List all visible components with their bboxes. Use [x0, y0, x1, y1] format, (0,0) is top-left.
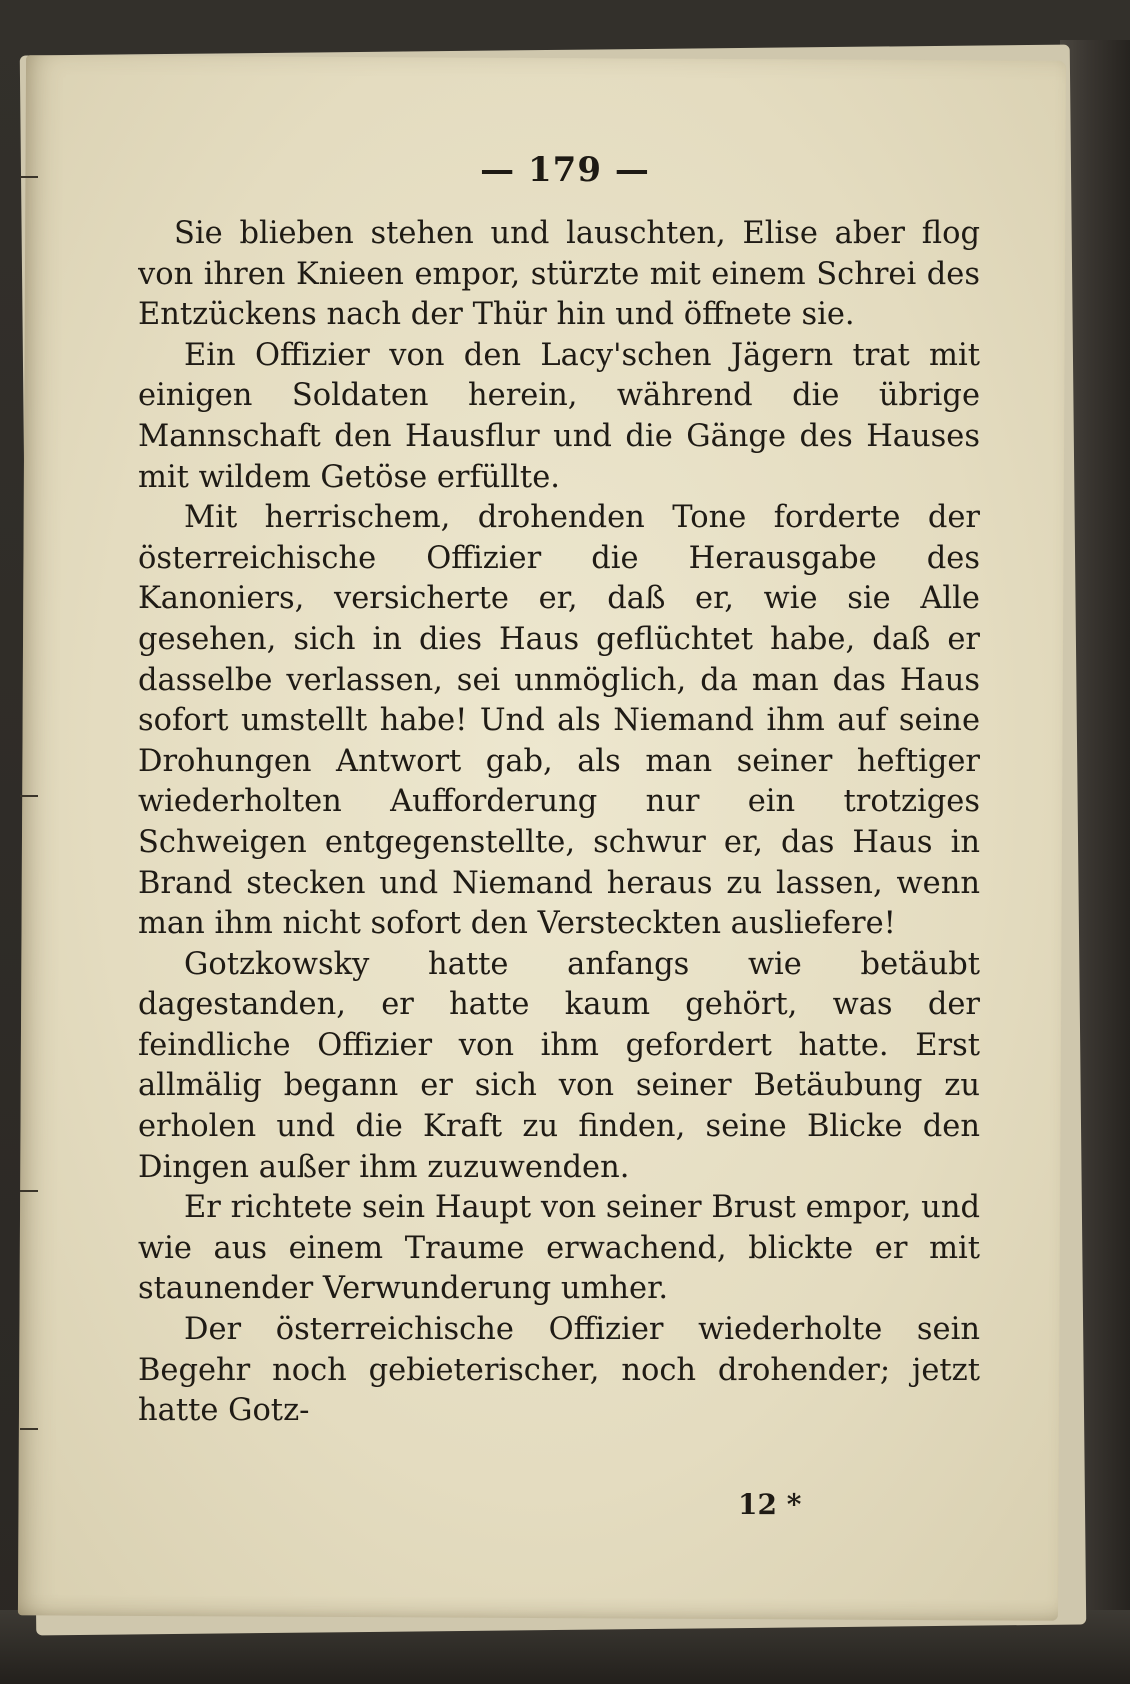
paragraph: Sie blieben stehen und lauschten, Elise aber flog von ihren Knieen empor, stürzte mit einem Schrei des Entzückens nach der Thür hin und öffnete sie.: [138, 216, 980, 333]
paragraph: Gotzkowsky hatte anfangs wie betäubt dagestanden, er hatte kaum gehört, was der feindliche Offizier von ihm gefordert hatte. Erst allmälig begann er sich von seiner Betäubung zu erholen und die Kraft zu finden, seine Blicke den Dingen außer ihm zuzuwenden.: [138, 946, 980, 1185]
paragraph: Er richtete sein Haupt von seiner Brust empor, und wie aus einem Traume erwachend, blickte er mit staunender Verwunderung umher.: [138, 1190, 980, 1307]
paragraph: Der österreichische Offizier wiederholte sein Begehr noch gebieterischer, noch drohender; jetzt hatte Gotz-: [138, 1312, 980, 1429]
body-text: [138, 214, 980, 1504]
gutter-mark: [20, 1428, 38, 1430]
gutter-mark: [20, 1190, 38, 1192]
page-number: — 179 —: [480, 150, 650, 190]
paragraph: Ein Offizier von den Lacy'schen Jägern trat mit einigen Soldaten herein, während die übrige Mannschaft den Hausflur und die Gänge des Hauses mit wildem Getöse erfüllte.: [138, 337, 980, 495]
signature-mark: 12 *: [738, 1488, 802, 1521]
gutter-mark: [20, 795, 38, 797]
paragraph: Mit herrischem, drohenden Tone forderte der österreichische Offizier die Herausgabe des Kanoniers, versicherte er, daß er, wie sie Alle gesehen, sich in dies Haus geflüchtet habe, daß er dasselbe verlassen, sei unmöglich, da man das Haus sofort umstellt habe! Und als Niemand ihm auf seine Drohungen Antwort gab, als man seiner heftiger wiederholten Aufforderung nur ein trotziges Schweigen entgegenstellte, schwur er, das Haus in Brand stecken und Niemand heraus zu lassen, wenn man ihm nicht sofort den Versteckten ausliefere!: [138, 500, 980, 942]
